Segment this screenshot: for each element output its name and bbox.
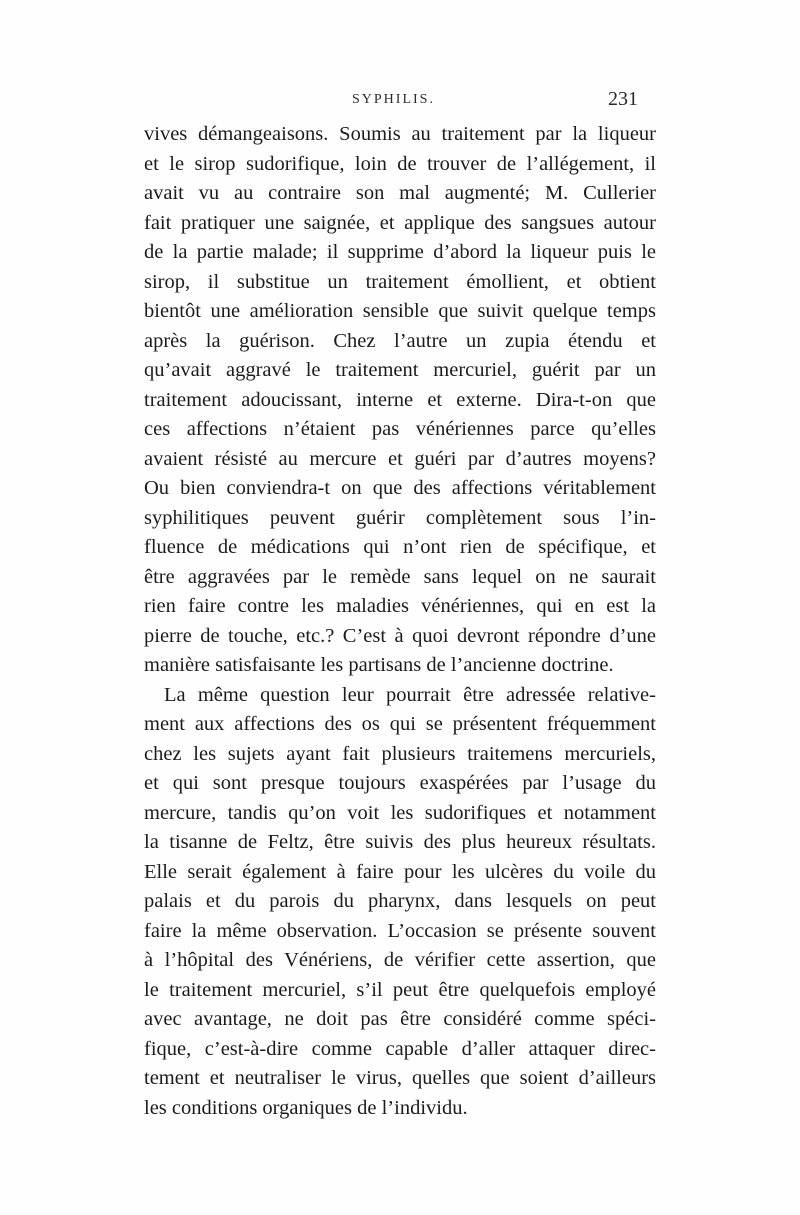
- text-line: et le sirop sudorifique, loin de trouver de l’allégement, il: [144, 152, 656, 175]
- text-line: palais et du parois du pharynx, dans lesquels on peut: [144, 890, 656, 912]
- text-line: La même question leur pourrait être adressée relative-: [164, 683, 656, 706]
- text-line: vives démangeaisons. Soumis au traitement par la liqueur: [144, 123, 656, 145]
- text-line: à l’hôpital des Vénériens, de vérifier cette assertion, que: [144, 949, 656, 971]
- text-line: le traitement mercuriel, s’il peut être quelquefois employé: [144, 978, 656, 1001]
- text-line: traitement adoucissant, interne et externe. Dira-t-on que: [144, 388, 656, 411]
- text-line: être aggravées par le remède sans lequel on ne saurait: [144, 565, 656, 588]
- text-line: fait pratiquer une saignée, et applique des sangsues autour: [144, 211, 656, 234]
- text-line: pierre de touche, etc.? C’est à quoi devront répondre d’une: [144, 624, 656, 647]
- text-line: syphilitiques peuvent guérir complètement sous l’in-: [144, 506, 656, 529]
- text-line: la tisanne de Feltz, être suivis des plus heureux résultats.: [144, 831, 656, 853]
- paragraph-1: [144, 120, 656, 681]
- text-line: et qui sont presque toujours exaspérées par l’usage du: [144, 772, 656, 794]
- text-line: tement et neutraliser le virus, quelles que soient d’ailleurs: [144, 1067, 656, 1089]
- text-line: sirop, il substitue un traitement émollient, et obtient: [144, 270, 656, 293]
- body-text: [144, 120, 656, 1123]
- text-line: ces affections n’étaient pas vénériennes parce qu’elles: [144, 418, 656, 440]
- text-line: Elle serait également à faire pour les ulcères du voile du: [144, 860, 656, 883]
- text-line: les conditions organiques de l’individu.: [144, 1096, 468, 1119]
- text-line: après la guérison. Chez l’autre un zupia étendu et: [144, 329, 656, 352]
- text-line: fique, c’est-à-dire comme capable d’aller attaquer direc-: [144, 1037, 656, 1060]
- text-line: Ou bien conviendra-t on que des affections véritablement: [144, 477, 656, 499]
- text-line: avait vu au contraire son mal augmenté; M. Cullerier: [144, 182, 656, 204]
- text-line: qu’avait aggravé le traitement mercuriel, guérit par un: [144, 359, 656, 381]
- text-line: ment aux affections des os qui se présentent fréquemment: [144, 713, 656, 735]
- text-line: avaient résisté au mercure et guéri par d’autres moyens?: [144, 447, 656, 470]
- page-number: 231: [608, 88, 638, 110]
- running-head: [0, 88, 800, 116]
- text-line: rien faire contre les maladies vénériennes, qui en est la: [144, 595, 656, 617]
- text-line: mercure, tandis qu’on voit les sudorifiques et notamment: [144, 801, 656, 824]
- text-line: bientôt une amélioration sensible que suivit quelque temps: [144, 300, 656, 322]
- text-line: fluence de médications qui n’ont rien de spécifique, et: [144, 536, 656, 558]
- running-title: SYPHILIS.: [352, 92, 435, 107]
- text-line: chez les sujets ayant fait plusieurs traitemens mercuriels,: [144, 742, 656, 765]
- text-line: de la partie malade; il supprime d’abord la liqueur puis le: [144, 241, 656, 263]
- text-line: manière satisfaisante les partisans de l’ancienne doctrine.: [144, 654, 614, 676]
- paragraph-2: [144, 681, 656, 1124]
- text-line: faire la même observation. L’occasion se présente souvent: [144, 919, 656, 942]
- text-line: avec avantage, ne doit pas être considéré comme spéci-: [144, 1008, 656, 1030]
